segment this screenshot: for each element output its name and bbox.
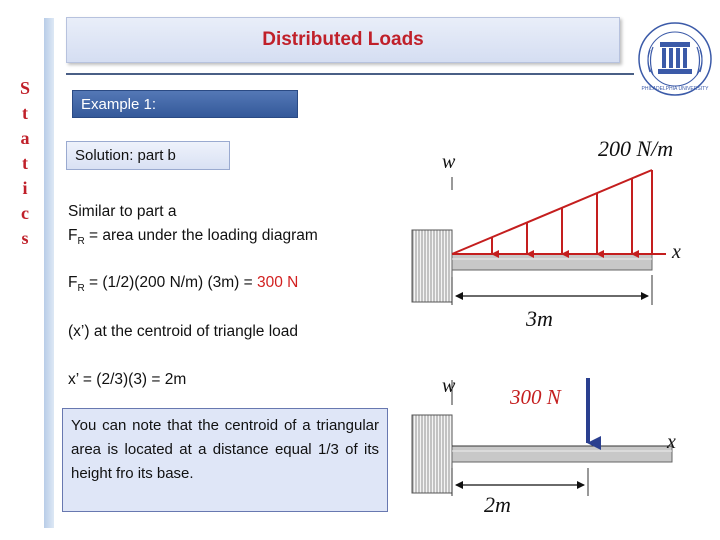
w-label: w <box>442 151 456 173</box>
part-heading <box>66 141 230 170</box>
example-label: Example 1: <box>81 95 157 113</box>
bottom-beam <box>452 446 672 462</box>
slide-title-bar <box>66 17 620 63</box>
body-line-2-text: = area under the loading diagram <box>84 227 318 244</box>
body-line-2 <box>68 227 318 247</box>
body-line-3-text: = (1/2)(200 N/m) (3m) = <box>84 274 257 291</box>
side-title-letter: s <box>21 228 29 248</box>
x-axis-label: x <box>667 431 676 453</box>
body-line-5: x’ = (2/3)(3) = 2m <box>68 371 187 388</box>
force-symbol: F <box>68 227 78 244</box>
bottom-diagram <box>412 375 676 517</box>
part-label: Solution: part b <box>75 147 176 164</box>
force-subscript: R <box>77 283 85 295</box>
side-title-letter: a <box>20 128 30 148</box>
side-title-letter: c <box>21 203 29 223</box>
body-line-1: Similar to part a <box>68 203 177 220</box>
top-diagram <box>412 136 681 331</box>
note-box <box>62 408 388 512</box>
university-logo <box>636 20 714 98</box>
note-text: You can note that the centroid of a triangular area is located at a distance equal 1/3 of its height fro its base. <box>71 417 379 482</box>
slide-title: Distributed Loads <box>262 29 424 50</box>
x-axis-label: x <box>672 241 681 263</box>
resultant-force-label: 300 N <box>510 385 561 409</box>
top-wall-support <box>412 230 452 302</box>
bottom-wall-support <box>412 415 452 493</box>
span-label: 3m <box>526 306 553 331</box>
side-title-letter: t <box>22 103 28 123</box>
top-beam <box>452 254 652 270</box>
side-title-letter: t <box>22 153 28 173</box>
beam-diagram <box>400 130 710 530</box>
force-symbol: F <box>68 274 78 291</box>
centroid-distance-label: 2m <box>484 492 511 517</box>
resultant-value: 300 N <box>256 274 299 291</box>
body-line-3 <box>68 274 298 294</box>
side-title <box>14 76 36 251</box>
side-title-letter: S <box>19 78 30 98</box>
load-arrows <box>492 178 632 254</box>
side-title-letter: i <box>22 178 28 198</box>
load-intensity-label: 200 N/m <box>598 136 674 161</box>
body-line-4: (x’) at the centroid of triangle load <box>68 323 299 340</box>
force-subscript: R <box>77 236 85 248</box>
example-heading <box>72 90 298 118</box>
load-slope <box>452 170 652 254</box>
logo-text: PHILADELPHIA UNIVERSITY <box>641 86 709 92</box>
w-label: w <box>442 375 456 397</box>
divider <box>66 73 634 75</box>
left-rail <box>44 18 54 528</box>
